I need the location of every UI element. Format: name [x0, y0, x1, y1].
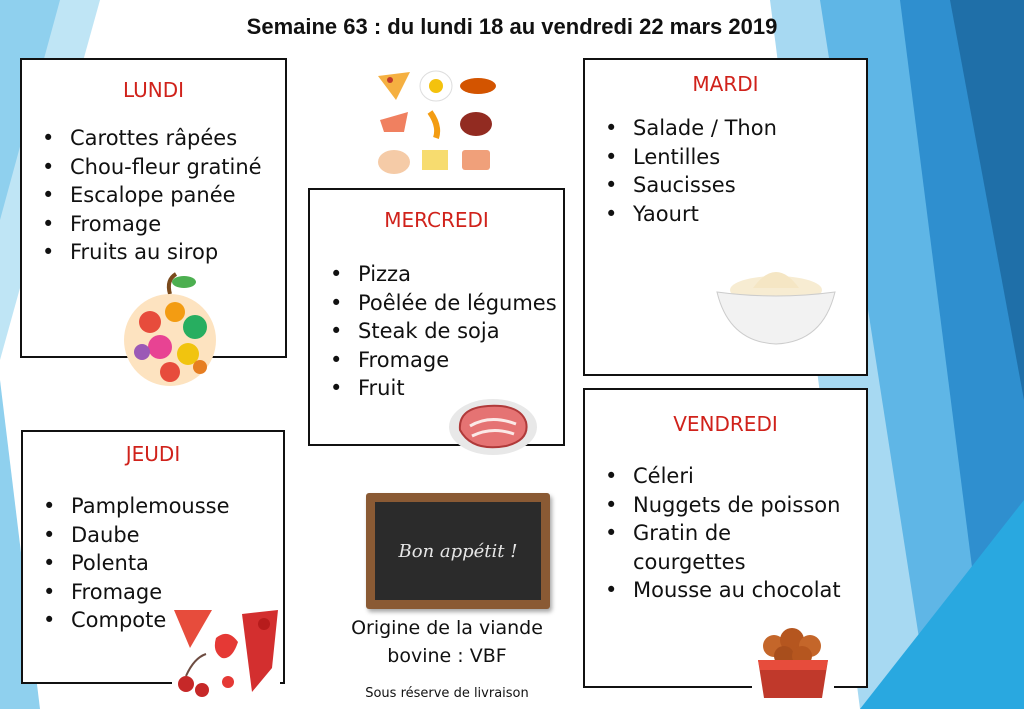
menu-item: • Fruits au sirop	[42, 238, 285, 267]
menu-item: • Fromage	[330, 346, 563, 375]
fruit-apple-illustration	[120, 272, 220, 390]
card-mardi	[583, 58, 868, 376]
menu-item: • Nuggets de poisson	[605, 491, 866, 520]
chalkboard-frame	[366, 493, 550, 609]
menu-list-lundi	[22, 124, 285, 267]
menu-item: • Fromage	[42, 210, 285, 239]
menu-item: • Carottes râpées	[42, 124, 285, 153]
menu-item: • Salade / Thon	[605, 114, 866, 143]
menu-item: • Gratin de courgettes	[605, 519, 783, 576]
page-title: Semaine 63 : du lundi 18 au vendredi 22 mars 2019	[246, 14, 778, 39]
menu-item: • Compote	[43, 606, 283, 635]
red-fruits-illustration	[172, 608, 280, 700]
menu-item: • Poêlée de légumes	[330, 289, 563, 318]
menu-item: • Steak de soja	[330, 317, 563, 346]
menu-item: • Pamplemousse	[43, 492, 283, 521]
chocolate-mousse-illustration	[752, 614, 834, 704]
chalkboard-text: Bon appétit !	[398, 540, 518, 562]
day-title-mercredi: MERCREDI	[384, 208, 489, 232]
day-title-mardi: MARDI	[692, 72, 759, 96]
menu-list-mercredi	[310, 260, 563, 403]
menu-item: • Escalope panée	[42, 181, 285, 210]
steak-illustration	[446, 396, 540, 458]
menu-item: • Céleri	[605, 462, 866, 491]
menu-list-mardi	[585, 114, 866, 228]
day-title-jeudi: JEUDI	[125, 442, 181, 466]
day-title-lundi: LUNDI	[122, 78, 185, 102]
origin-line1: Origine de la viande	[351, 617, 543, 639]
yogurt-bowl-illustration	[713, 256, 839, 348]
food-icons-illustration	[374, 66, 498, 178]
menu-list-vendredi	[585, 462, 866, 605]
menu-item: • Mousse au chocolat	[605, 576, 866, 605]
menu-item: • Yaourt	[605, 200, 866, 229]
menu-item: • Lentilles	[605, 143, 866, 172]
day-title-vendredi: VENDREDI	[673, 412, 778, 436]
menu-item: • Fruit	[330, 374, 563, 403]
origin-line2: bovine : VBF	[387, 645, 507, 667]
meat-origin-note	[330, 614, 564, 670]
menu-item: • Polenta	[43, 549, 283, 578]
menu-item: • Fromage	[43, 578, 283, 607]
chalkboard	[375, 502, 541, 600]
menu-item: • Chou-fleur gratiné	[42, 153, 285, 182]
menu-item: • Pizza	[330, 260, 563, 289]
menu-item: • Saucisses	[605, 171, 866, 200]
delivery-notice: Sous réserve de livraison	[365, 686, 529, 701]
menu-item: • Daube	[43, 521, 283, 550]
